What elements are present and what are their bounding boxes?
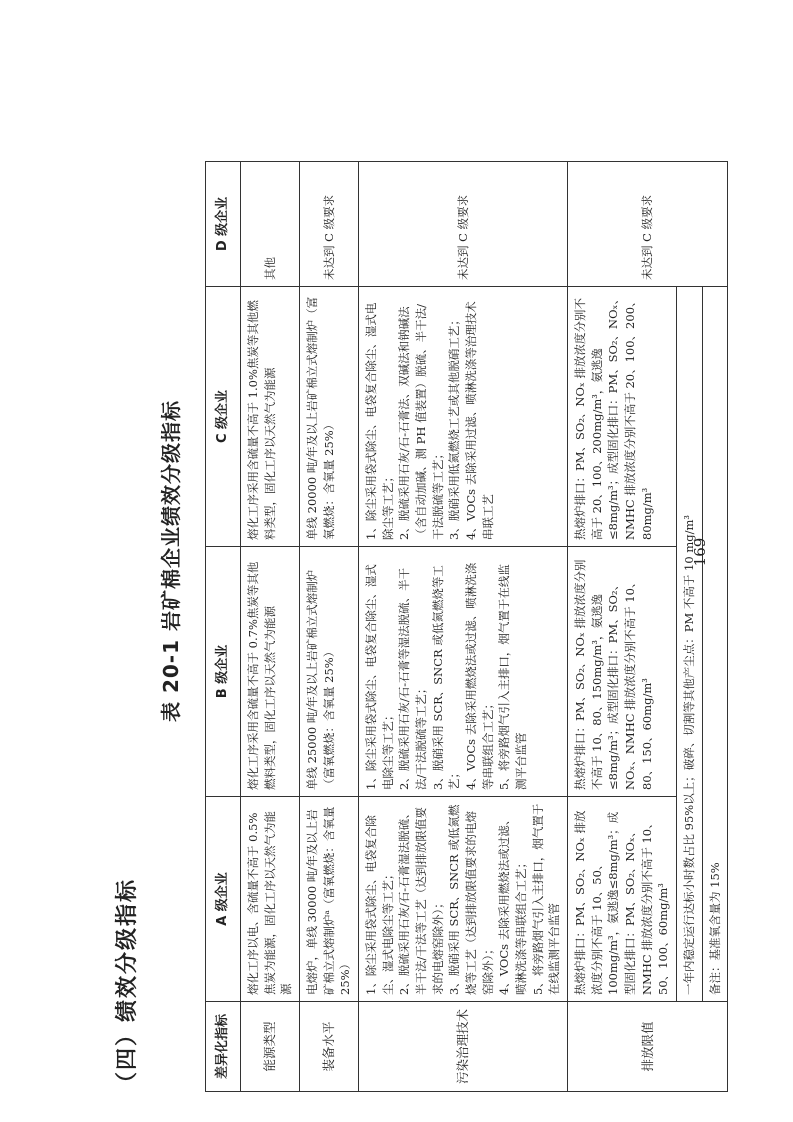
cell-equipment-a <box>300 797 359 1002</box>
list-item: 2、脱硫采用石灰/石-石膏湿法脱硫、半干法/干法等工艺（达到排放限值要求的电熔窑除外）； <box>397 807 445 995</box>
table-row <box>300 162 359 1092</box>
section-heading: （四）绩效分级指标 <box>115 877 140 1094</box>
cell-text: 热熔炉排口：PM、SO₂、NOₓ 排放浓度分别不高于 10、50、100mg/m³，氨逃逸≤8mg/m³；成型固化排口：PM、SO₂、NOₓ、NMHC 排放浓度分别不高于 10、50、100、60mg/m³ <box>573 810 671 995</box>
cell-text: 未达到 C 级要求 <box>455 194 470 280</box>
list-item: 3、脱硝采用 SCR、SNCR 或低氮燃烧等工艺； <box>430 565 462 790</box>
list-item: 5、将旁路烟气引入主排口，烟气置于在线监测平台监管 <box>497 564 529 790</box>
cell-text: 熔化工序以电、含硫量不高于 0.5%焦炭为能源，固化工序以天然气为能源 <box>246 811 294 995</box>
list-item: 4、VOCs 去除采用过滤、喷淋洗涤等治理技术串联工艺 <box>464 301 495 540</box>
list-item: 2、脱硫采用石灰/石-石膏法、双碱法和钠碱法（含自动加碱、测 PH 值装置）脱硫、半干法/干法脱硫等工艺； <box>397 304 445 540</box>
header-grade-d: D 级企业 <box>206 162 241 287</box>
cell-energy-a <box>241 797 300 1002</box>
table-title: 表 20-1 岩矿棉企业绩效分级指标 <box>159 400 183 722</box>
cell-emission-b <box>568 547 677 797</box>
table-header-row <box>206 162 241 1092</box>
table-row <box>677 162 703 1092</box>
cell-control-b <box>359 547 568 797</box>
row-label-pollution-control: 污染治理技术 <box>359 1002 568 1092</box>
cell-equipment-c <box>300 287 359 547</box>
cell-energy-d <box>241 162 300 287</box>
cell-control-a <box>359 797 568 1002</box>
table-row <box>702 162 728 1092</box>
page-number: 169 <box>691 537 709 567</box>
cell-text: 单线 25000 吨/年及以上岩矿棉立式熔制炉（富氧燃烧：含氧量 25%） <box>305 569 336 790</box>
table-row <box>359 162 568 1092</box>
list-item: 4、VOCs 去除采用燃烧法或过滤、喷淋洗涤等串联组合工艺； <box>464 562 495 790</box>
cell-text: 未达到 C 级要求 <box>321 194 336 280</box>
cell-text: 未达到 C 级要求 <box>640 194 655 280</box>
cell-text: 单线 20000 吨/年及以上岩矿棉立式熔制炉（富氧燃烧：含氧量 25%） <box>305 296 336 540</box>
table-row <box>568 162 677 1092</box>
table-row <box>241 162 300 1092</box>
header-grade-a: A 级企业 <box>206 797 241 1002</box>
cell-text: 一年内稳定运行达标小时数占比 95%以上；破碎、切割等其他产尘点：PM 不高于 10 mg/m³ <box>682 515 697 995</box>
cell-energy-c <box>241 287 300 547</box>
cell-control-c <box>359 287 568 547</box>
list-item: 1、除尘采用袋式除尘、电袋复合除尘、湿式电除尘等工艺； <box>364 564 395 790</box>
cell-emission-a <box>568 797 677 1002</box>
cell-energy-b <box>241 547 300 797</box>
header-grade-b: B 级企业 <box>206 547 241 797</box>
list-item: 1、除尘采用袋式除尘、电袋复合除尘、湿式电除尘等工艺； <box>364 815 395 995</box>
row-label-energy: 能源类型 <box>241 1002 300 1092</box>
cell-text: 熔化工序采用含硫量不高于 1.0%焦炭等其他燃料类型，固化工序以天然气为能源 <box>246 300 277 540</box>
header-indicator: 差异化指标 <box>206 1002 241 1092</box>
row-label-equipment: 装备水平 <box>300 1002 359 1092</box>
cell-emission-c <box>568 287 677 547</box>
cell-text: 电熔炉，单线 30000 吨/年及以上岩矿棉立式熔制炉ᵃ（富氧燃烧：含氧量 25%） <box>305 806 353 995</box>
cell-text: 熔化工序采用含硫量不高于 0.7%焦炭等其他燃料类型，固化工序以天然气为能源 <box>246 561 277 790</box>
cell-emission-shared-note <box>677 287 703 1002</box>
cell-control-d <box>359 162 568 287</box>
cell-equipment-d <box>300 162 359 287</box>
list-item: 2、脱硫采用石灰/石-石膏等湿法脱硫、半干法/干法脱硫等工艺； <box>397 567 429 790</box>
cell-emission-d <box>568 162 728 287</box>
list-item: 5、将旁路烟气引入主排口，烟气置于在线监测平台监管 <box>530 803 562 995</box>
list-item: 4、VOCs 去除采用燃烧法或过滤、喷淋洗涤等串联组合工艺； <box>497 813 529 995</box>
cell-emission-remark <box>702 287 728 1002</box>
cell-text: 热熔炉排口：PM、SO₂、NOₓ 排放浓度分别不高于 10、80、150mg/m³，氨逃逸≤8mg/m³；成型固化排口：PM、SO₂、NOₓ、NMHC 排放浓度分别不高于 10、80、150、60mg/m³ <box>573 559 654 790</box>
list-item: 3、脱硝采用低氮燃烧工艺或其他脱硝工艺； <box>447 314 462 540</box>
cell-text: 备注：基准氧含量为 15% <box>707 862 722 995</box>
cell-text: 热熔炉排口：PM、SO₂、NOₓ 排放浓度分别不高于 20、100、200mg/m³，氨逃逸≤8mg/m³；成型固化排口：PM、SO₂、NOₓ、NMHC 排放浓度分别不高于 20、100、200、80mg/m³ <box>573 293 654 540</box>
row-label-emission-limits: 排放限值 <box>568 1002 728 1092</box>
list-item: 1、除尘采用袋式除尘、电袋复合除尘、湿式电除尘等工艺； <box>364 302 395 540</box>
cell-equipment-b <box>300 547 359 797</box>
list-item: 3、脱硝采用 SCR、SNCR 或低氮燃烧等工艺（达到排放限值要求的电熔窑除外）； <box>447 804 495 995</box>
header-grade-c: C 级企业 <box>206 287 241 547</box>
performance-grade-table <box>205 161 728 1092</box>
cell-text: 其他 <box>262 257 277 280</box>
